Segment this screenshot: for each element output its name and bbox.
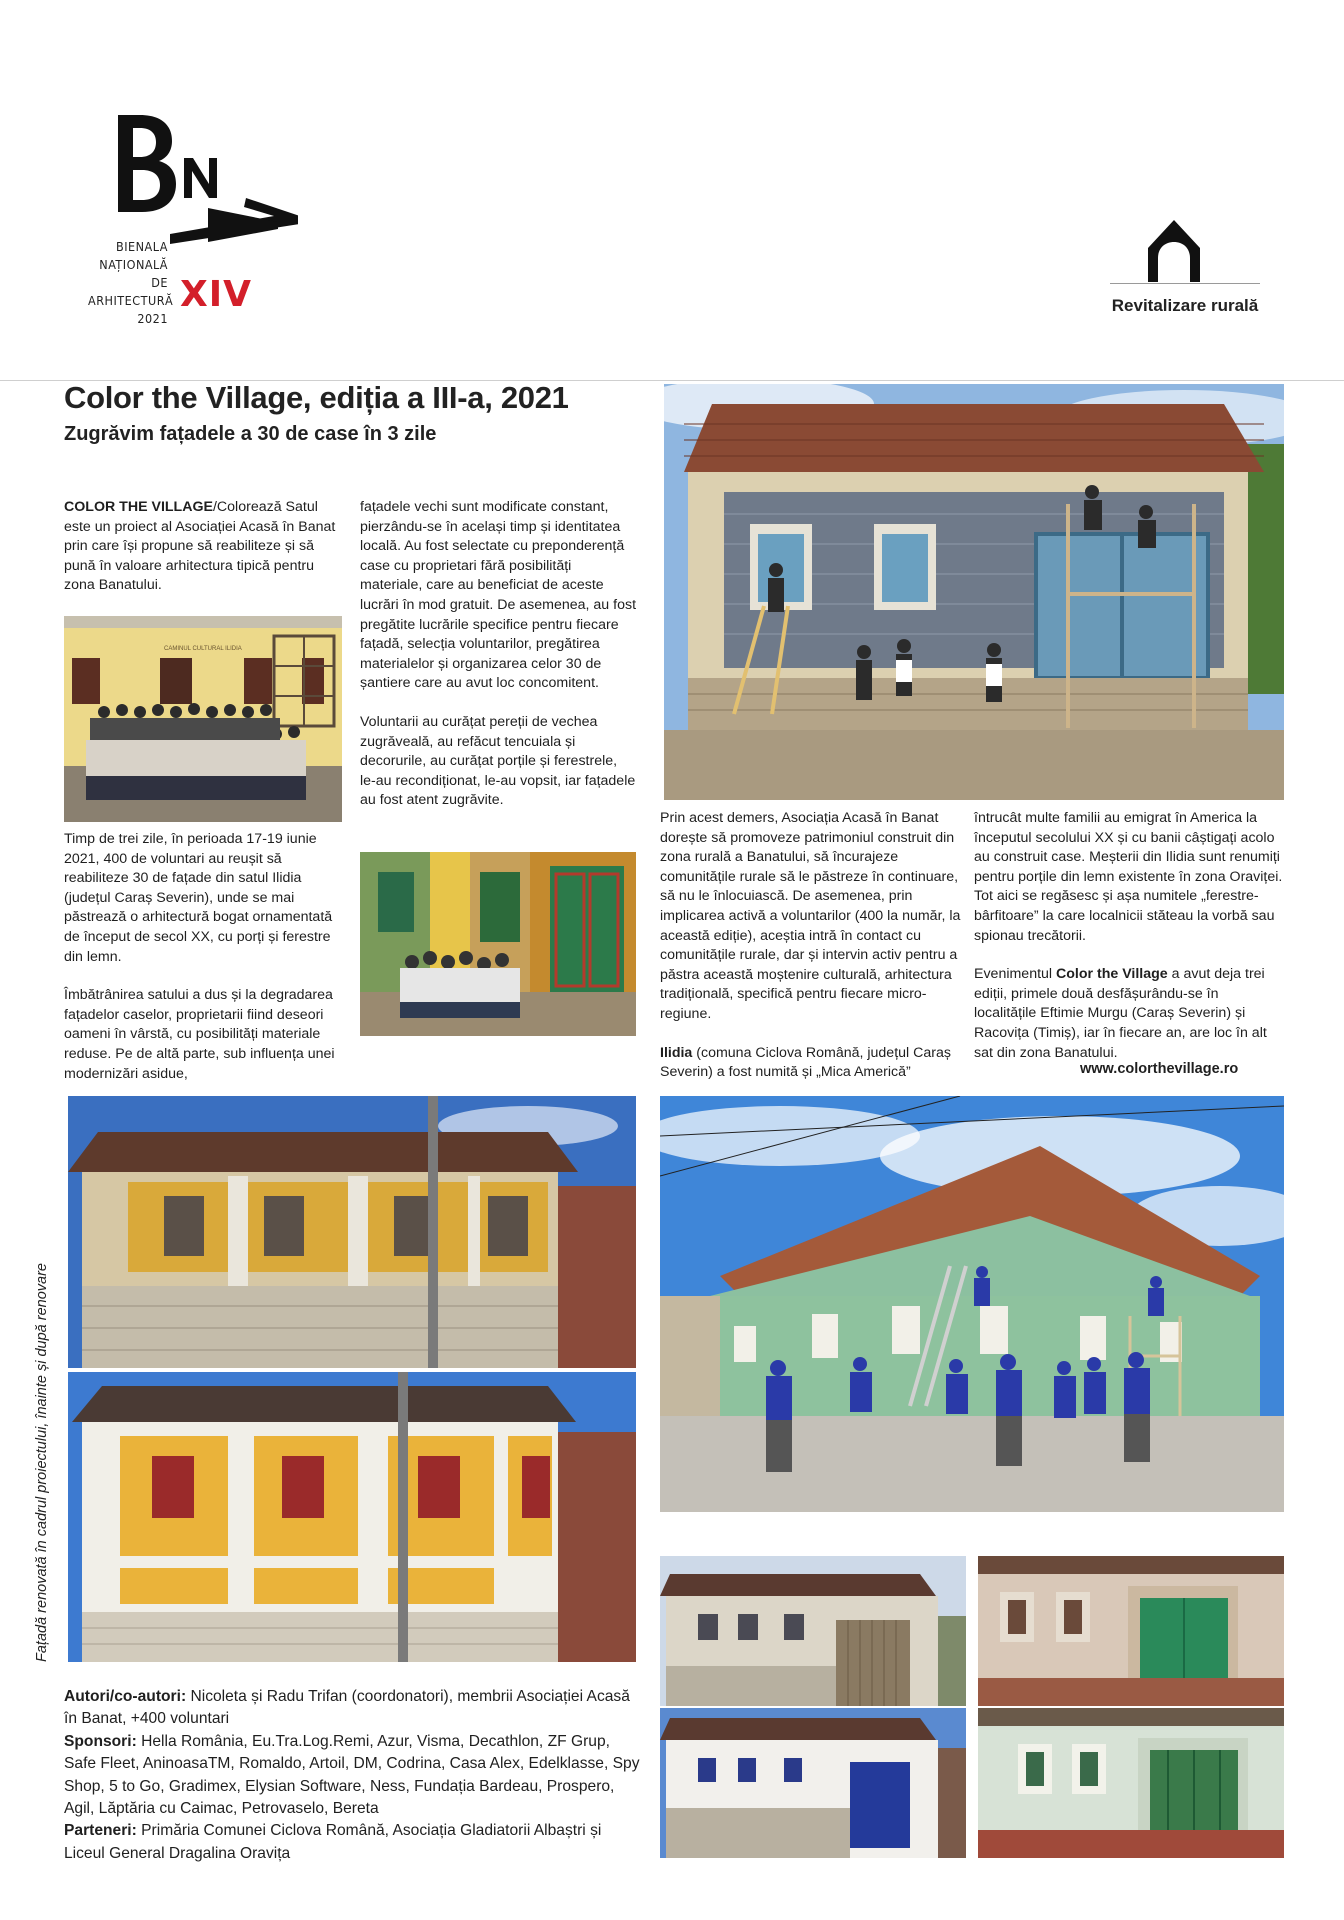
credits-sponsors — [64, 1731, 644, 1821]
article-title: Color the Village, ediția a III-a, 2021 — [64, 380, 569, 415]
column-4-body — [974, 809, 1284, 1063]
green-facade-volunteers-photo — [660, 1096, 1284, 1512]
column-2-body — [360, 498, 636, 811]
house-before-photo-2 — [978, 1556, 1284, 1706]
authors-label: Autori/co-autori: — [64, 1688, 187, 1705]
logo-word: NAȚIONALĂ — [99, 257, 168, 272]
intro-text: /Colorează Satul este un proiect al Asociației Acasă în Banat prin care își propune să reabiliteze și să pună în valoare arhitectura tipică pentru zona Banatului. — [64, 499, 336, 594]
partners-text: Primăria Comunei Ciclova Română, Asociația Gladiatorii Albaștri și Liceul General Dragalina Oravița — [64, 1822, 602, 1862]
article-subtitle: Zugrăvim fațadele a 30 de case în 3 zile — [64, 423, 437, 445]
intro-lead: COLOR THE VILLAGE — [64, 499, 213, 515]
sponsors-text: Hella România, Eu.Tra.Log.Remi, Azur, Visma, Decathlon, ZF Grup, Safe Fleet, AninoasaTM, Romaldo, Artoil, DM, Codrina, Casa Alex, Edelklasse, Spy Shop, 5 to Go, Gradimex, Elysian Software, Ness, Fundația Bardeau, Prospero, Agil, Lăptăria cu Caimac, Petrovaselo, Bereta — [64, 1732, 640, 1818]
sponsors-label: Sponsori: — [64, 1732, 137, 1750]
house-before-photo-1 — [660, 1556, 966, 1706]
logo-edition: XIV — [180, 274, 253, 315]
credits-authors — [64, 1686, 644, 1731]
section-rule — [1110, 283, 1260, 284]
logo-word: BIENALA — [116, 239, 168, 254]
green-gate-volunteers-photo — [360, 852, 636, 1036]
paragraph: întrucât multe familii au emigrat în America la începutul secolului XX și cu banii câștigați acolo au construit case. Meșterii din Ilidia sunt renumiți pentru porțile din lemn existente în zona Oraviței. Tot aici se regăsesc și așa numitele „ferestre-bârfitoare” la care localnicii stăteau la vorbă sau spionau trecătorii. — [974, 810, 1283, 944]
before-after-caption: Fațadă renovată în cadrul proiectului, înainte și după renovare — [34, 1263, 50, 1662]
ilidia-lead: Ilidia — [660, 1044, 693, 1061]
facade-after-photo — [68, 1372, 636, 1662]
paragraph: Voluntarii au curățat pereții de vechea zugrăveală, au refăcut tencuiala și decorurile, au curățat porțile și ferestrele, le-au recondiționat, le-au vopsit, iar fațadele au fost atent zugrăvite. — [360, 713, 636, 809]
facade-before-photo — [68, 1096, 636, 1368]
credits — [64, 1686, 644, 1865]
section-label: Revitalizare rurală — [1111, 296, 1259, 315]
event-name: Color the Village — [1056, 966, 1168, 983]
paragraph: Îmbătrânirea satului a dus și la degradarea fațadelor caselor, proprietarii fiind deseori oameni în vârstă, cu posibilități materiale reduse. Pe de altă parte, sub influența unei modernizări asidue, — [64, 987, 335, 1082]
paragraph-text: a avut deja trei ediții, primele două desfășurându-se în localitățile Eftimie Murgu (Caraș Severin) și Racovița (Timiș), iar în fiecare an, are loc în alt sat din zona Banatului. — [974, 966, 1267, 1061]
website-link[interactable]: www.colorthevillage.ro — [1080, 1061, 1239, 1077]
gray-facade-painting-photo — [664, 384, 1284, 800]
logo-word: ARHITECTURĂ — [88, 293, 174, 308]
house-after-photo-1 — [660, 1708, 966, 1858]
column-3-body — [660, 809, 966, 1083]
paragraph: Prin acest demers, Asociația Acasă în Banat dorește să promoveze patrimoniul construit din zona rurală a Banatului, să încurajeze comunitățile rurale să le păstreze în continuare, să nu le înlocuiască. De asemenea, prin implicarea activă a voluntarilor (400 la număr, la această ediție), aceștia intră în contact cu comunitățile rurale, dar și intervin activ pentru a păstra această moștenire culturală, arhitectura tradițională, specifică pentru fiecare micro-regiune. — [660, 810, 961, 1022]
column-1-body — [64, 830, 342, 1084]
column-1-intro — [64, 498, 342, 596]
house-after-photo-2 — [978, 1708, 1284, 1858]
group-photo-sign: CAMINUL CULTURAL ILIDIA — [164, 646, 242, 652]
paragraph: Timp de trei zile, în perioada 17-19 iunie 2021, 400 de voluntari au reușit să reabiliteze 30 de fațade din satul Ilidia (județul Caraș Severin), unde se mai păstrează o arhitectură bogat ornamentată de început de secol XX, cu porți și ferestre din lemn. — [64, 831, 333, 965]
paragraph-text: Evenimentul — [974, 966, 1057, 983]
authors-text: Nicoleta și Radu Trifan (coordonatori), membrii Asociației Acasă în Banat, +400 voluntari — [64, 1688, 630, 1728]
credits-partners — [64, 1820, 644, 1865]
volunteers-group-photo — [64, 616, 342, 822]
house-outline-icon — [1142, 218, 1206, 284]
paragraph: fațadele vechi sunt modificate constant, pierzându-se în același timp și identitatea locală. Au fost selectate cu preponderență case cu proprietari fără posibilități materiale, care au beneficiat de aceste lucrări în mod gratuit. De asemenea, au fost pregătite lucrările specifice pentru fiecare fațadă, selecția voluntarilor, pregătirea materialelor și organizarea celor 30 de șantiere care au avut loc concomitent. — [360, 499, 637, 692]
logo-word: 2021 — [137, 311, 168, 326]
logo-words — [88, 238, 174, 328]
logo-word: DE — [151, 275, 168, 290]
partners-label: Parteneri: — [64, 1822, 137, 1840]
paragraph-text: (comuna Ciclova Română, județul Caraș Severin) a fost numită și „Mica Americă” — [660, 1044, 951, 1081]
bna-logo — [88, 110, 298, 340]
